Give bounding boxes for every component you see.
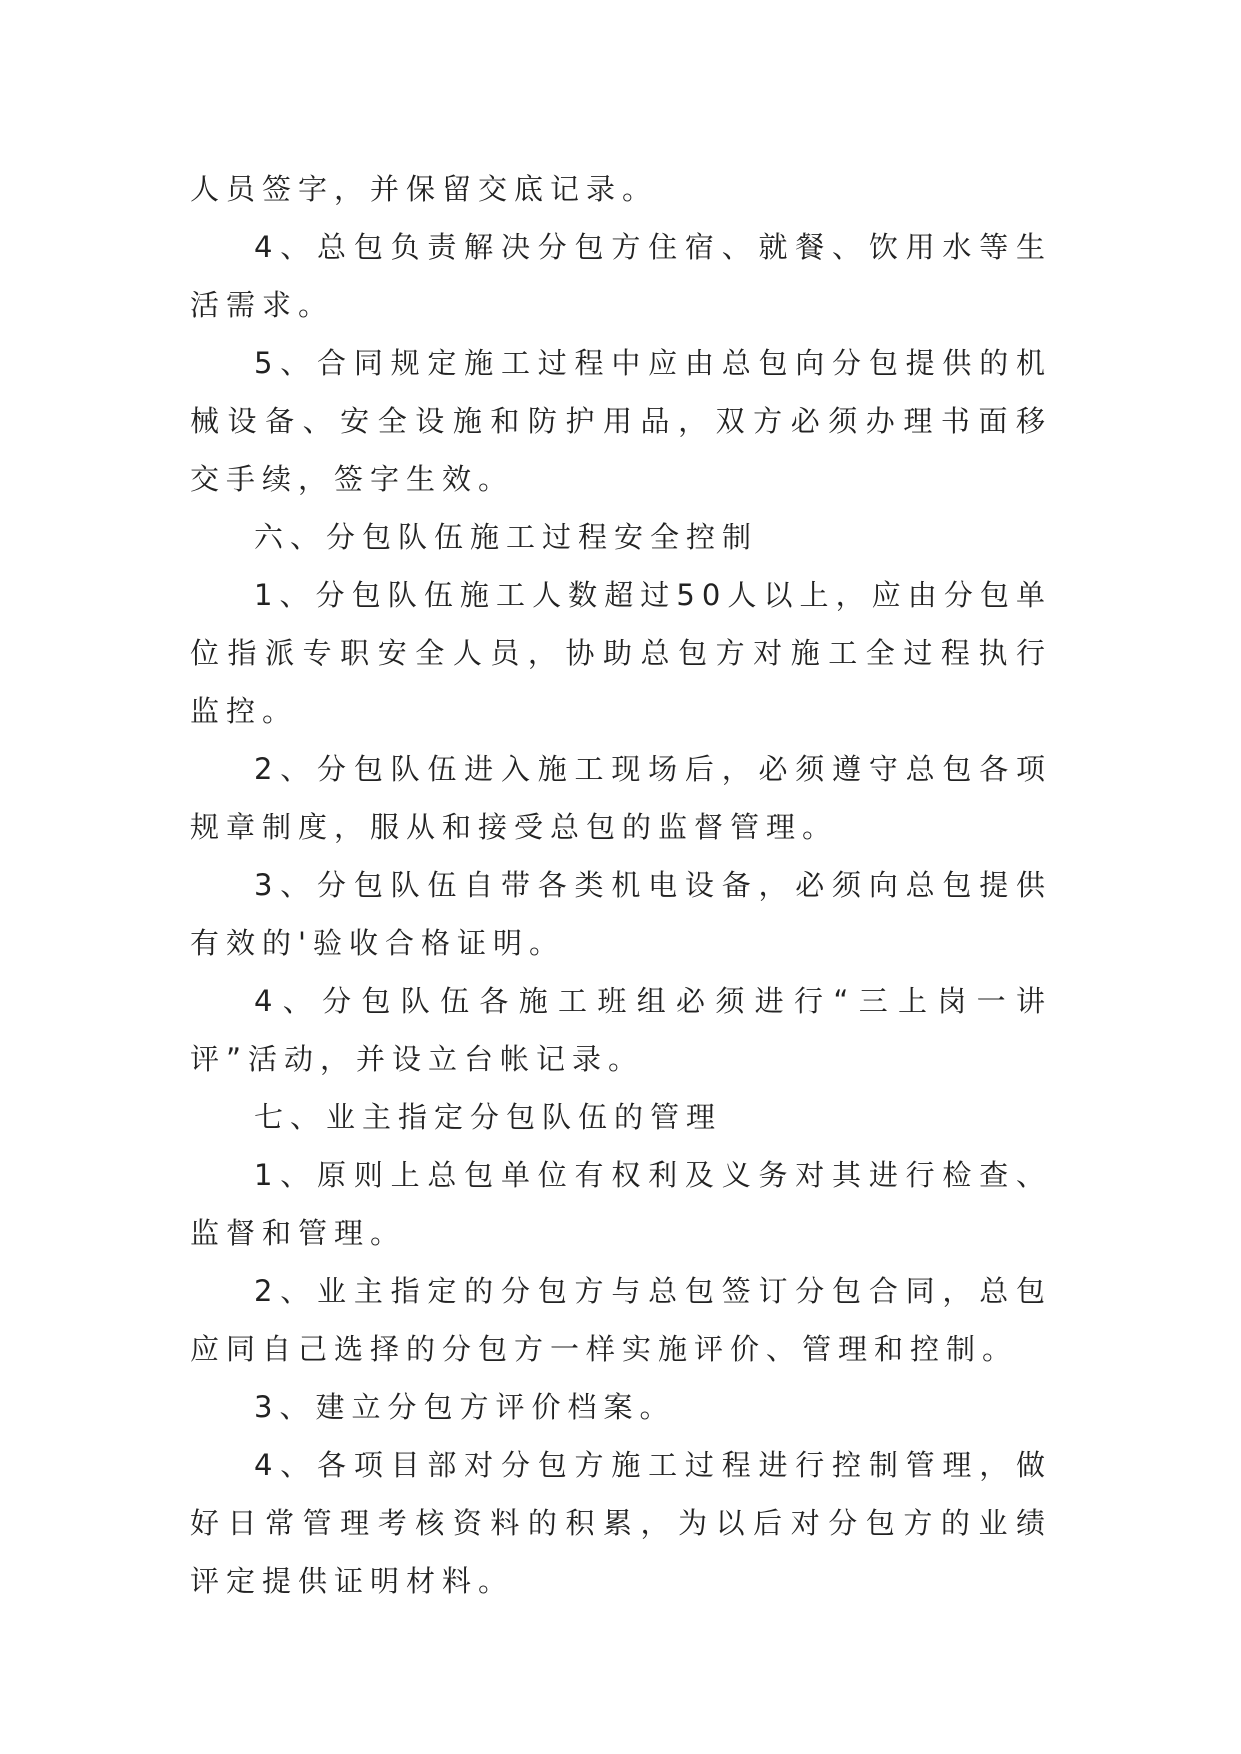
- section-heading-7: 七、业主指定分包队伍的管理: [254, 1100, 723, 1134]
- paragraph-7-item-4: 4、各项目部对分包方施工过程进行控制管理，做好日常管理考核资料的积累，为以后对分包方的业绩评定提供证明材料。: [190, 1448, 1052, 1598]
- paragraph-item-4-living: 4、总包负责解决分包方住宿、就餐、饮用水等生活需求。: [190, 230, 1052, 322]
- paragraph-item-5-handover: 5、合同规定施工过程中应由总包向分包提供的机械设备、安全设施和防护用品，双方必须办理书面移交手续，签字生效。: [190, 346, 1052, 496]
- paragraph-6-item-2: 2、分包队伍进入施工现场后，必须遵守总包各项规章制度，服从和接受总包的监督管理。: [190, 752, 1052, 844]
- paragraph-continuation: 人员签字，并保留交底记录。: [190, 172, 659, 206]
- paragraph-7-item-2: 2、业主指定的分包方与总包签订分包合同，总包应同自己选择的分包方一样实施评价、管理和控制。: [190, 1274, 1052, 1366]
- paragraph-7-item-3: 3、建立分包方评价档案。: [254, 1390, 676, 1424]
- section-heading-6: 六、分包队伍施工过程安全控制: [254, 520, 759, 554]
- paragraph-6-item-1: 1、分包队伍施工人数超过50人以上，应由分包单位指派专职安全人员，协助总包方对施工全过程执行监控。: [190, 578, 1052, 728]
- paragraph-6-item-3: 3、分包队伍自带各类机电设备，必须向总包提供有效的'验收合格证明。: [190, 868, 1052, 960]
- paragraph-7-item-1: 1、原则上总包单位有权利及义务对其进行检查、监督和管理。: [190, 1158, 1052, 1250]
- document-body: [190, 160, 1052, 1610]
- paragraph-6-item-4: 4、分包队伍各施工班组必须进行“三上岗一讲评”活动，并设立台帐记录。: [190, 984, 1052, 1076]
